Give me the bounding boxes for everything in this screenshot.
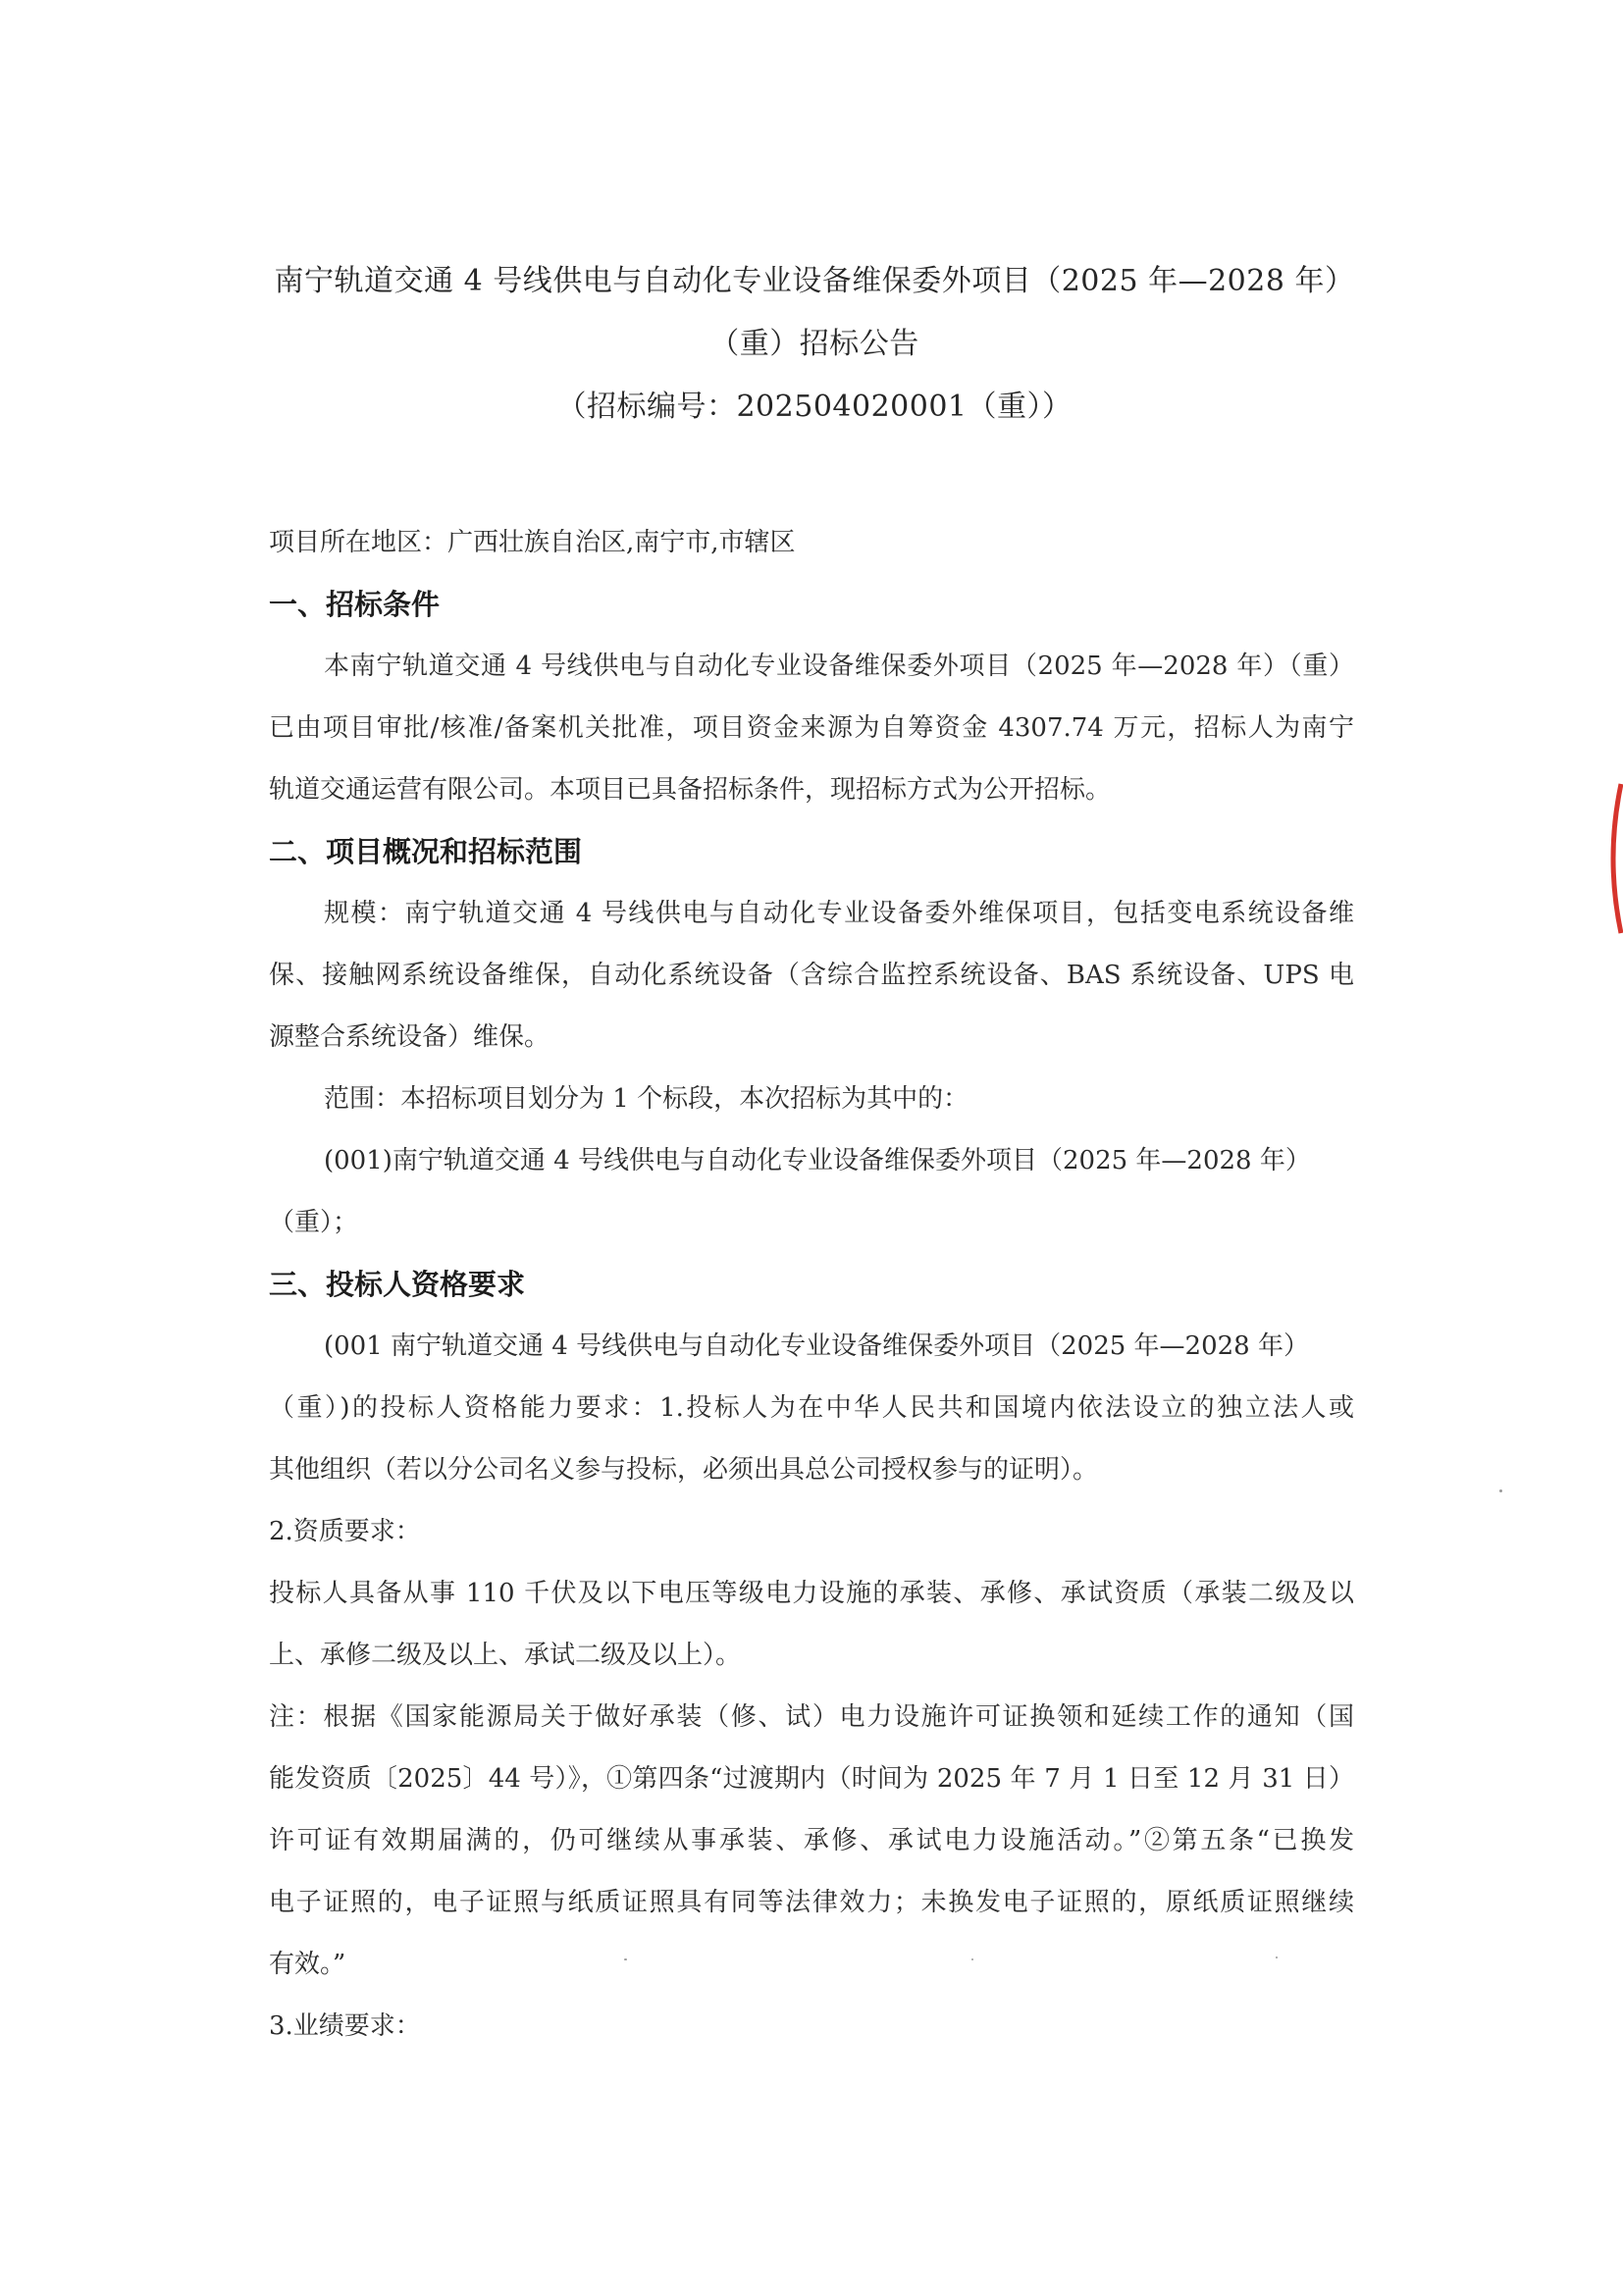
document-body (269, 512, 1354, 2058)
section-3-heading: 三、投标人资格要求 (269, 1268, 526, 1301)
note-line: 有效。” (269, 1950, 346, 1979)
section-1-heading: 一、招标条件 (269, 588, 441, 621)
tender-number: （招标编号：202504020001（重）） (556, 390, 1073, 424)
note-line: 许可证有效期届满的，仍可继续从事承装、承修、承试电力设施活动。”②第五条“已换发 (269, 1826, 1354, 1855)
note-line: 电子证照的，电子证照与纸质证照具有同等法律效力；未换发电子证照的，原纸质证照继续 (269, 1888, 1354, 1917)
qualification-line: 投标人具备从事 110 千伏及以下电压等级电力设施的承装、承修、承试资质（承装二级及以 (269, 1579, 1354, 1608)
document-title (265, 250, 1364, 439)
qualification-line: 上、承修二级及以上、承试二级及以上）。 (269, 1641, 742, 1670)
scope-line: 范围：本招标项目划分为 1 个标段，本次招标为其中的： (324, 1084, 969, 1114)
seal-stamp-edge (1603, 780, 1623, 937)
section-1-line: 轨道交通运营有限公司。本项目已具备招标条件，现招标方式为公开招标。 (269, 775, 1112, 805)
lot-line: （重）； (269, 1208, 359, 1237)
requirement-line: 其他组织（若以分公司名义参与投标，必须出具总公司授权参与的证明）。 (269, 1455, 1099, 1485)
scan-speck (1499, 1489, 1502, 1492)
scale-line: 规模：南宁轨道交通 4 号线供电与自动化专业设备委外维保项目，包括变电系统设备维 (324, 899, 1354, 928)
requirement-line: （重）)的投标人资格能力要求：1.投标人为在中华人民共和国境内依法设立的独立法人或 (269, 1393, 1354, 1423)
note-line: 能发资质〔2025〕44 号）》，①第四条“过渡期内（时间为 2025 年 7 月 1 日至 12 月 31 日） (269, 1764, 1354, 1794)
performance-label: 3.业绩要求： (269, 2011, 421, 2041)
scale-line: 源整合系统设备）维保。 (269, 1022, 550, 1052)
requirement-line: (001 南宁轨道交通 4 号线供电与自动化专业设备维保委外项目（2025 年—2028 年） (324, 1331, 1309, 1361)
note-line: 注：根据《国家能源局关于做好承装（修、试）电力设施许可证换领和延续工作的通知（国 (269, 1702, 1354, 1732)
section-2-heading: 二、项目概况和招标范围 (269, 835, 583, 868)
project-location: 项目所在地区：广西壮族自治区,南宁市,市辖区 (269, 528, 796, 557)
scan-speck (971, 1958, 973, 1960)
title-line-2: （重）招标公告 (709, 327, 919, 361)
section-1-line: 本南宁轨道交通 4 号线供电与自动化专业设备维保委外项目（2025 年—2028 年）（重） (324, 652, 1354, 681)
scan-speck (1276, 1957, 1278, 1958)
scale-line: 保、接触网系统设备维保，自动化系统设备（含综合监控系统设备、BAS 系统设备、UPS 电 (269, 961, 1354, 990)
section-1-line: 已由项目审批/核准/备案机关批准，项目资金来源为自筹资金 4307.74 万元，招标人为南宁 (269, 713, 1354, 743)
title-line-1: 南宁轨道交通 4 号线供电与自动化专业设备维保委外项目（2025 年—2028 年） (274, 264, 1355, 298)
qualification-label: 2.资质要求： (269, 1517, 421, 1546)
scan-speck (624, 1958, 627, 1960)
lot-line: (001)南宁轨道交通 4 号线供电与自动化专业设备维保委外项目（2025 年—2028 年） (324, 1146, 1311, 1175)
